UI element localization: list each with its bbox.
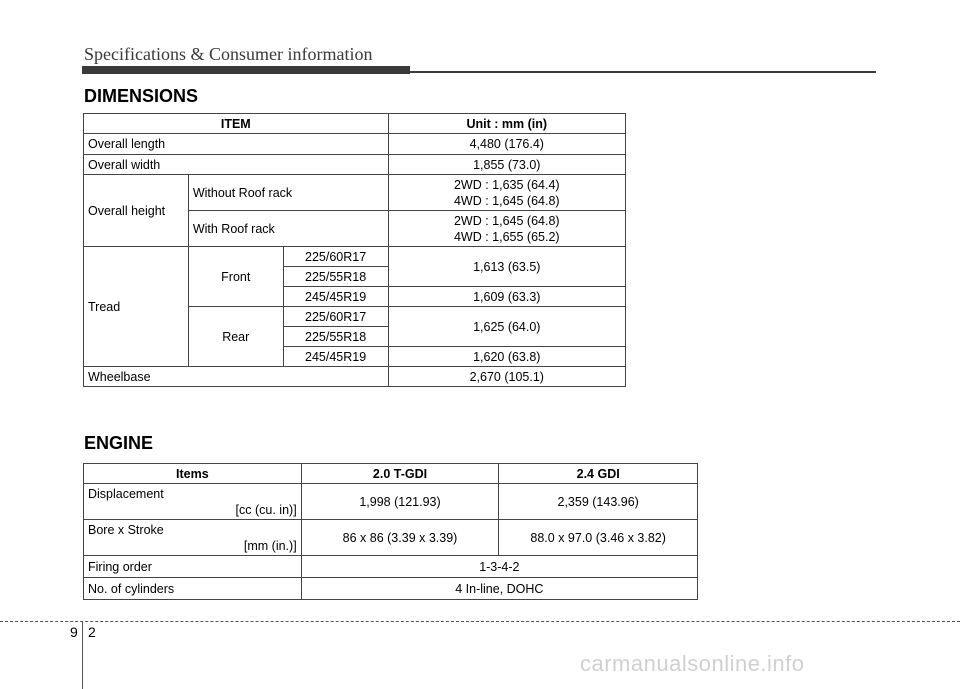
- footer-divider: [0, 621, 960, 622]
- col-items-header: Items: [84, 464, 302, 484]
- rear-tire-2: 225/55R18: [283, 327, 388, 347]
- front-tire-3: 245/45R19: [283, 287, 388, 307]
- overall-length-label: Overall length: [84, 134, 389, 155]
- bore-stroke-label: Bore x Stroke: [88, 522, 164, 537]
- tread-front-label: Front: [188, 247, 283, 307]
- header-rule: [410, 71, 876, 73]
- overall-width-label: Overall width: [84, 155, 389, 175]
- cylinders-value: 4 In-line, DOHC: [301, 578, 697, 600]
- col-2-4-gdi-header: 2.4 GDI: [499, 464, 698, 484]
- displacement-unit: [cc (cu. in)]: [235, 502, 297, 517]
- dimensions-table: [83, 113, 626, 387]
- without-4wd-value: 4WD : 1,645 (64.8): [453, 193, 560, 208]
- front-tire-2: 225/55R18: [283, 267, 388, 287]
- displacement-2-0: 1,998 (121.93): [301, 484, 499, 520]
- firing-order-label: Firing order: [84, 556, 302, 578]
- table-row: [84, 520, 698, 556]
- without-roof-rack-value: [388, 175, 625, 211]
- with-roof-rack-value: [388, 211, 625, 247]
- table-row: [84, 155, 626, 175]
- engine-heading: ENGINE: [84, 433, 154, 453]
- rear-value-1: 1,625 (64.0): [388, 307, 625, 347]
- rear-tire-3: 245/45R19: [283, 347, 388, 367]
- with-4wd-value: 4WD : 1,655 (65.2): [453, 229, 560, 244]
- front-value-3: 1,609 (63.3): [388, 287, 625, 307]
- displacement-label-cell: [84, 484, 302, 520]
- cylinders-label: No. of cylinders: [84, 578, 302, 600]
- table-row: [84, 175, 626, 211]
- bore-stroke-unit: [mm (in.)]: [243, 538, 297, 553]
- displacement-2-4: 2,359 (143.96): [499, 484, 698, 520]
- bore-stroke-2-4: 88.0 x 97.0 (3.46 x 3.82): [499, 520, 698, 556]
- without-2wd-value: 2WD : 1,635 (64.4): [453, 177, 560, 192]
- page-header-title: Specifications & Consumer information: [84, 44, 373, 64]
- bore-stroke-label-cell: [84, 520, 302, 556]
- footer-vertical-rule: [82, 621, 83, 689]
- overall-width-value: 1,855 (73.0): [388, 155, 625, 175]
- table-row: [84, 134, 626, 155]
- overall-length-value: 4,480 (176.4): [388, 134, 625, 155]
- wheelbase-value: 2,670 (105.1): [388, 367, 625, 387]
- table-row: [84, 247, 626, 267]
- col-item-header: ITEM: [84, 114, 389, 134]
- header-bar: [82, 66, 410, 74]
- tread-label: Tread: [84, 247, 189, 367]
- table-header-row: [84, 114, 626, 134]
- front-tire-1: 225/60R17: [283, 247, 388, 267]
- bore-stroke-2-0: 86 x 86 (3.39 x 3.39): [301, 520, 499, 556]
- table-row: [84, 484, 698, 520]
- dimensions-heading: DIMENSIONS: [84, 86, 199, 106]
- rear-tire-1: 225/60R17: [283, 307, 388, 327]
- table-row: [84, 556, 698, 578]
- rear-value-3: 1,620 (63.8): [388, 347, 625, 367]
- firing-order-value: 1-3-4-2: [301, 556, 697, 578]
- without-roof-rack-label: Without Roof rack: [188, 175, 388, 211]
- engine-table: [83, 463, 698, 600]
- tread-rear-label: Rear: [188, 307, 283, 367]
- with-roof-rack-label: With Roof rack: [188, 211, 388, 247]
- watermark-text: carmanualsonline.info: [580, 651, 805, 676]
- table-row: [84, 578, 698, 600]
- page-number: 2: [88, 624, 96, 640]
- table-header-row: [84, 464, 698, 484]
- wheelbase-label: Wheelbase: [84, 367, 389, 387]
- table-row: [84, 367, 626, 387]
- overall-height-label: Overall height: [84, 175, 189, 247]
- page-section-number: 9: [70, 624, 78, 640]
- front-value-1: 1,613 (63.5): [388, 247, 625, 287]
- col-2-0-tgdi-header: 2.0 T-GDI: [301, 464, 499, 484]
- with-2wd-value: 2WD : 1,645 (64.8): [453, 213, 560, 228]
- col-unit-header: Unit : mm (in): [388, 114, 625, 134]
- displacement-label: Displacement: [88, 486, 164, 501]
